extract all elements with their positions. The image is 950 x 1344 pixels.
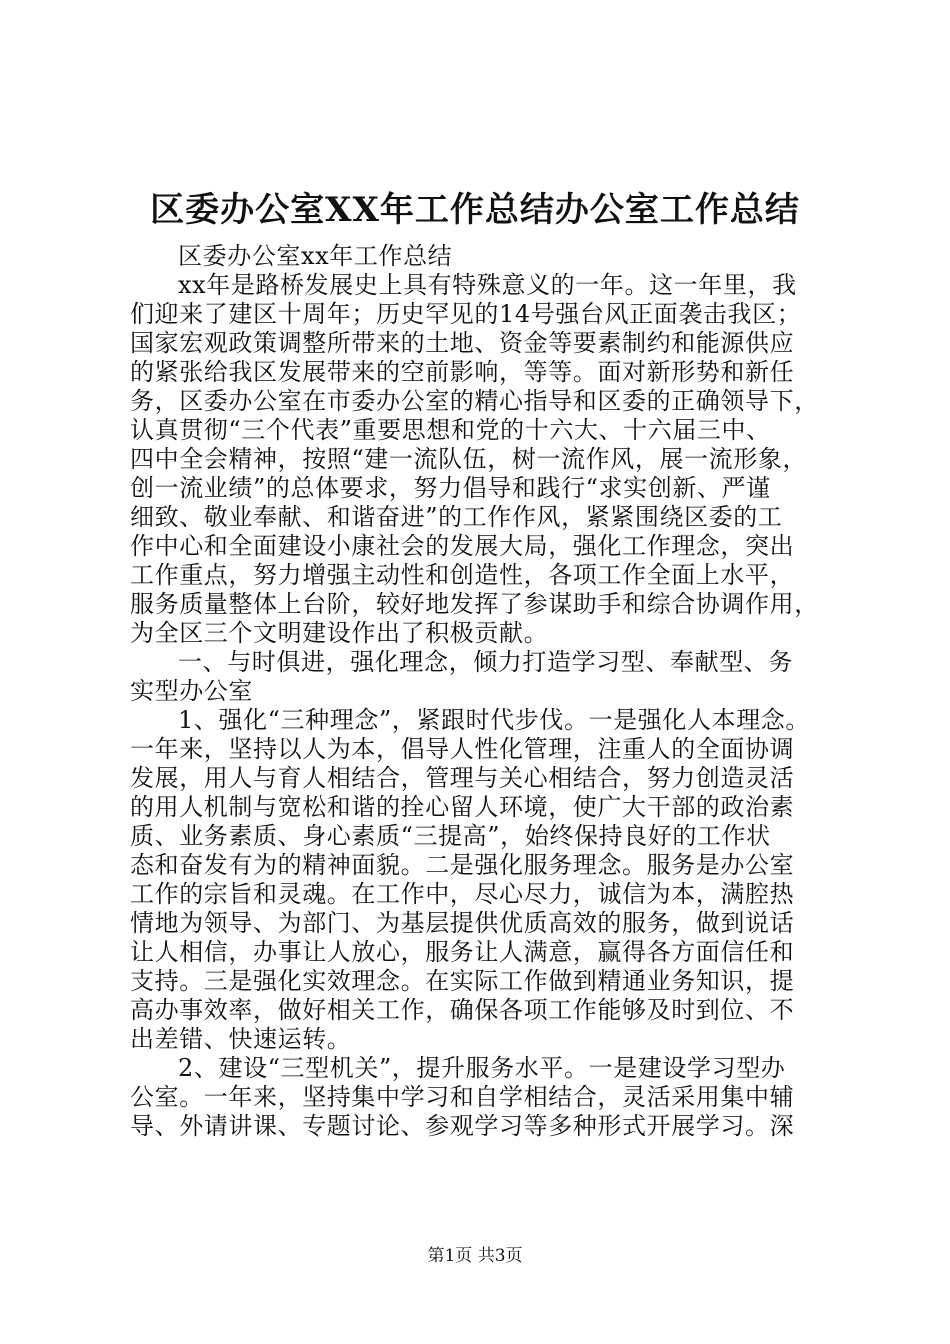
text-line: 发展，用人与育人相结合，管理与关心相结合，努力创造灵活 <box>130 764 795 792</box>
text-line: 高办事效率，做好相关工作，确保各项工作能够及时到位、不 <box>130 996 795 1024</box>
text-line: xx年是路桥发展史上具有特殊意义的一年。这一年里，我 <box>178 271 797 299</box>
text-line: 1、强化“三种理念”，紧跟时代步伐。一是强化人本理念。 <box>178 706 811 734</box>
text-line: 服务质量整体上台阶，较好地发挥了参谋助手和综合协调作用， <box>130 590 819 618</box>
text-line: 的紧张给我区发展带来的空前影响，等等。面对新形势和新任 <box>130 358 795 386</box>
text-line: 认真贯彻“三个代表”重要思想和党的十六大、十六届三中、 <box>130 416 771 444</box>
text-line: 作中心和全面建设小康社会的发展大局，强化工作理念，突出 <box>130 532 795 560</box>
text-line: 质、业务素质、身心素质“三提高”，始终保持良好的工作状 <box>130 822 771 850</box>
text-line: 态和奋发有为的精神面貌。二是强化服务理念。服务是办公室 <box>130 851 795 879</box>
text-line: 2、建设“三型机关”，提升服务水平。一是建设学习型办 <box>178 1054 786 1082</box>
text-line: 让人相信，办事让人放心，服务让人满意，赢得各方面信任和 <box>130 938 795 966</box>
text-line: 工作重点，努力增强主动性和创造性，各项工作全面上水平， <box>130 561 795 589</box>
text-line: 们迎来了建区十周年；历史罕见的14号强台风正面袭击我区； <box>130 300 802 328</box>
text-line: 国家宏观政策调整所带来的土地、资金等要素制约和能源供应 <box>130 329 795 357</box>
paragraph-lines <box>130 271 830 1141</box>
text-line: 公室。一年来，坚持集中学习和自学相结合，灵活采用集中辅 <box>130 1083 795 1111</box>
document-subtitle: 区委办公室xx年工作总结 <box>178 242 453 270</box>
text-line: 导、外请讲课、专题讨论、参观学习等多种形式开展学习。深 <box>130 1112 795 1140</box>
text-line: 一年来，坚持以人为本，倡导人性化管理，注重人的全面协调 <box>130 735 795 763</box>
text-line: 细致、敬业奉献、和谐奋进”的工作作风，紧紧围绕区委的工 <box>130 503 783 531</box>
text-line: 情地为领导、为部门、为基层提供优质高效的服务，做到说话 <box>130 909 795 937</box>
text-line: 实型办公室 <box>130 677 253 705</box>
text-line: 为全区三个文明建设作出了积极贡献。 <box>130 619 549 647</box>
document-title: 区委办公室XX年工作总结办公室工作总结 <box>150 190 800 230</box>
text-line: 的用人机制与宽松和谐的拴心留人环境，使广大干部的政治素 <box>130 793 795 821</box>
document-body <box>130 242 830 1141</box>
page-footer: 第1页 共3页 <box>427 1246 523 1266</box>
text-line: 支持。三是强化实效理念。在实际工作做到精通业务知识，提 <box>130 967 795 995</box>
text-line: 出差错、快速运转。 <box>130 1025 352 1053</box>
text-line: 一、与时俱进，强化理念，倾力打造学习型、奉献型、务 <box>178 648 793 676</box>
text-line: 创一流业绩”的总体要求，努力倡导和践行“求实创新、严谨 <box>130 474 771 502</box>
text-line: 四中全会精神，按照“建一流队伍，树一流作风，展一流形象， <box>130 445 808 473</box>
text-line: 工作的宗旨和灵魂。在工作中，尽心尽力，诚信为本，满腔热 <box>130 880 795 908</box>
text-line: 务，区委办公室在市委办公室的精心指导和区委的正确领导下， <box>130 387 819 415</box>
